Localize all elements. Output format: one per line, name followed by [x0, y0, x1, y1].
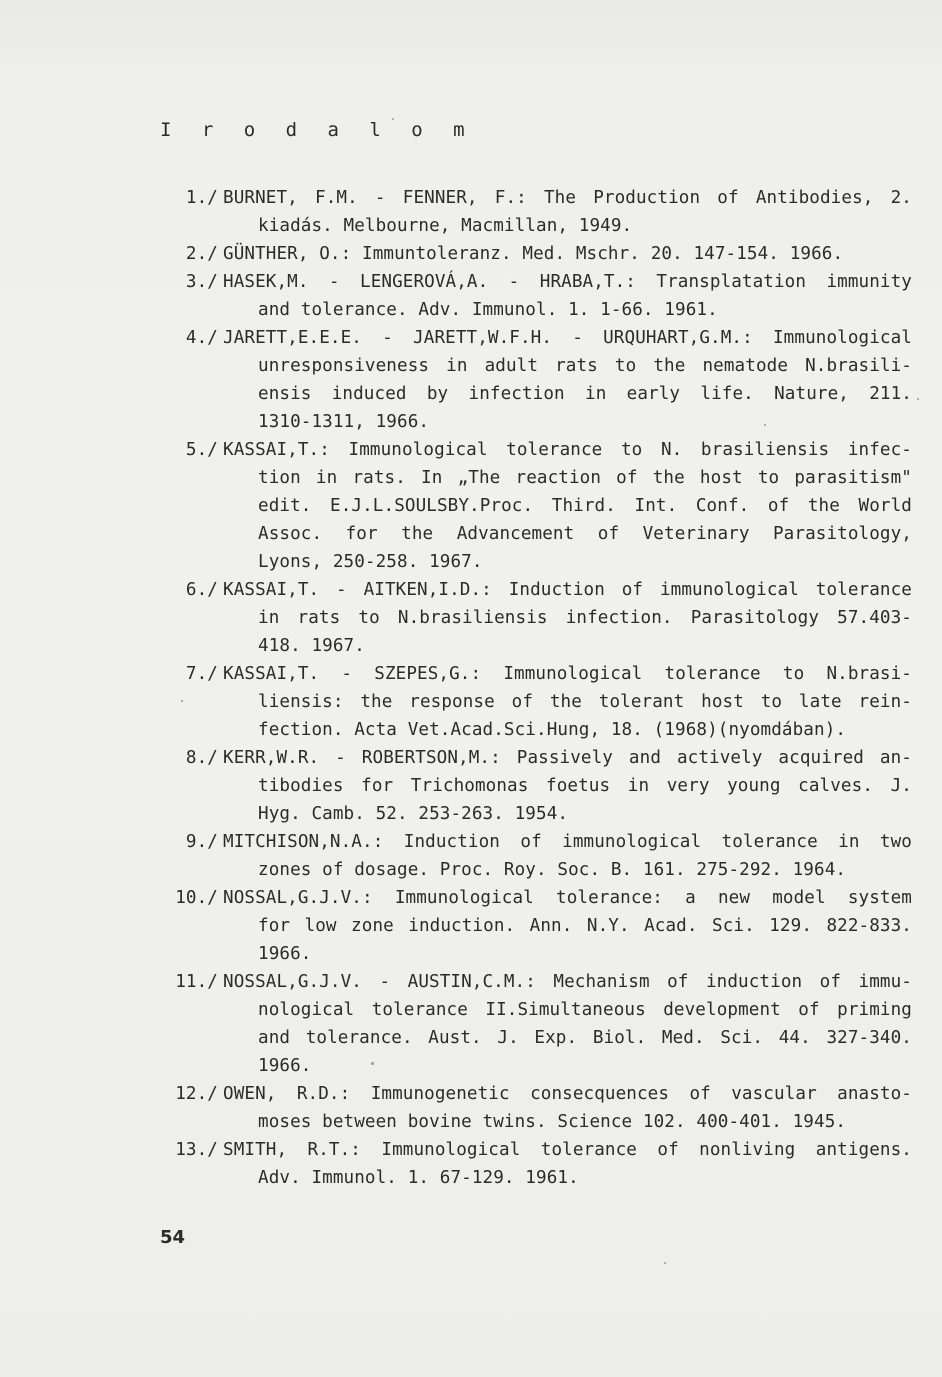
reference-line: KASSAI,T. - AITKEN,I.D.: Induction of immunological tolerance [223, 580, 912, 600]
reference-number: 12./ [175, 1084, 218, 1104]
page-number: 54 [160, 1227, 186, 1248]
reference-number: 8./ [185, 748, 218, 768]
reference-line: Lyons, 250-258. 1967. [258, 552, 483, 572]
scan-speck [917, 398, 919, 400]
reference-item [150, 324, 912, 436]
reference-line: Adv. Immunol. 1. 67-129. 1961. [258, 1168, 579, 1188]
reference-text [218, 324, 912, 436]
reference-line: zones of dosage. Proc. Roy. Soc. B. 161. 275-292. 1964. [258, 860, 847, 880]
reference-line: NOSSAL,G.J.V.: Immunological tolerance: a new model system [223, 888, 912, 908]
reference-number: 7./ [185, 664, 218, 684]
reference-line: Assoc. for the Advancement of Veterinary Parasitology, [258, 524, 912, 544]
reference-text [218, 1136, 912, 1192]
reference-item [150, 576, 912, 660]
reference-number: 9./ [185, 832, 218, 852]
reference-text [218, 884, 912, 968]
reference-number: 2./ [185, 244, 218, 264]
reference-line: KASSAI,T. - SZEPES,G.: Immunological tolerance to N.brasi- [223, 664, 912, 684]
reference-number: 10./ [175, 888, 218, 908]
reference-line: KASSAI,T.: Immunological tolerance to N. brasiliensis infec- [223, 440, 912, 460]
reference-line: tion in rats. In „The reaction of the host to parasitism" [258, 468, 912, 488]
reference-item [150, 268, 912, 324]
reference-line: BURNET, F.M. - FENNER, F.: The Production of Antibodies, 2. [223, 188, 912, 208]
reference-line: SMITH, R.T.: Immunological tolerance of nonliving antigens. [223, 1140, 912, 1160]
reference-line: fection. Acta Vet.Acad.Sci.Hung, 18. (1968)(nyomdában). [258, 720, 847, 740]
reference-line: 1966. [258, 944, 312, 964]
reference-line: unresponsiveness in adult rats to the nematode N.brasili- [258, 356, 912, 376]
reference-line: 418. 1967. [258, 636, 365, 656]
reference-text [218, 436, 912, 576]
reference-line: edit. E.J.L.SOULSBY.Proc. Third. Int. Conf. of the World [258, 496, 912, 516]
reference-text [218, 968, 912, 1080]
reference-line: ensis induced by infection in early life. Nature, 211. [258, 384, 912, 404]
reference-line: moses between bovine twins. Science 102. 400-401. 1945. [258, 1112, 847, 1132]
reference-item [150, 744, 912, 828]
reference-line: nological tolerance II.Simultaneous development of priming [258, 1000, 912, 1020]
reference-item [150, 828, 912, 884]
reference-line: for low zone induction. Ann. N.Y. Acad. Sci. 129. 822-833. [258, 916, 912, 936]
reference-line: 1966. [258, 1056, 312, 1076]
reference-line: JARETT,E.E.E. - JARETT,W.F.H. - URQUHART,G.M.: Immunological [223, 328, 912, 348]
reference-line: OWEN, R.D.: Immunogenetic consecquences of vascular anasto- [223, 1084, 912, 1104]
reference-line: 1310-1311, 1966. [258, 412, 430, 432]
reference-line: tibodies for Trichomonas foetus in very young calves. J. [258, 776, 912, 796]
reference-text [218, 240, 912, 268]
reference-line: and tolerance. Aust. J. Exp. Biol. Med. Sci. 44. 327-340. [258, 1028, 912, 1048]
section-heading: I r o d a l o m [160, 119, 475, 141]
reference-text [218, 268, 912, 324]
reference-line: liensis: the response of the tolerant host to late rein- [258, 692, 912, 712]
reference-number: 3./ [185, 272, 218, 292]
reference-item [150, 1136, 912, 1192]
scan-speck [664, 1262, 666, 1264]
reference-line: GÜNTHER, O.: Immuntoleranz. Med. Mschr. 20. 147-154. 1966. [223, 244, 844, 264]
reference-text [218, 744, 912, 828]
reference-number: 13./ [175, 1140, 218, 1160]
reference-line: KERR,W.R. - ROBERTSON,M.: Passively and actively acquired an- [223, 748, 912, 768]
reference-number: 5./ [185, 440, 218, 460]
reference-line: kiadás. Melbourne, Macmillan, 1949. [258, 216, 633, 236]
reference-line: HASEK,M. - LENGEROVÁ,A. - HRABA,T.: Transplatation immunity [223, 272, 912, 292]
reference-line: in rats to N.brasiliensis infection. Parasitology 57.403- [258, 608, 912, 628]
reference-text [218, 576, 912, 660]
reference-item [150, 436, 912, 576]
reference-text [218, 184, 912, 240]
reference-item [150, 184, 912, 240]
reference-text [218, 660, 912, 744]
reference-text [218, 828, 912, 884]
reference-line: and tolerance. Adv. Immunol. 1. 1-66. 1961. [258, 300, 718, 320]
reference-list [150, 184, 912, 1192]
reference-item [150, 884, 912, 968]
reference-line: Hyg. Camb. 52. 253-263. 1954. [258, 804, 569, 824]
reference-number: 6./ [185, 580, 218, 600]
reference-number: 1./ [185, 188, 218, 208]
reference-item [150, 660, 912, 744]
reference-item [150, 968, 912, 1080]
reference-text [218, 1080, 912, 1136]
reference-number: 11./ [175, 972, 218, 992]
reference-item [150, 240, 912, 268]
reference-line: MITCHISON,N.A.: Induction of immunological tolerance in two [223, 832, 912, 852]
reference-number: 4./ [185, 328, 218, 348]
reference-line: NOSSAL,G.J.V. - AUSTIN,C.M.: Mechanism of induction of immu- [223, 972, 912, 992]
reference-item [150, 1080, 912, 1136]
